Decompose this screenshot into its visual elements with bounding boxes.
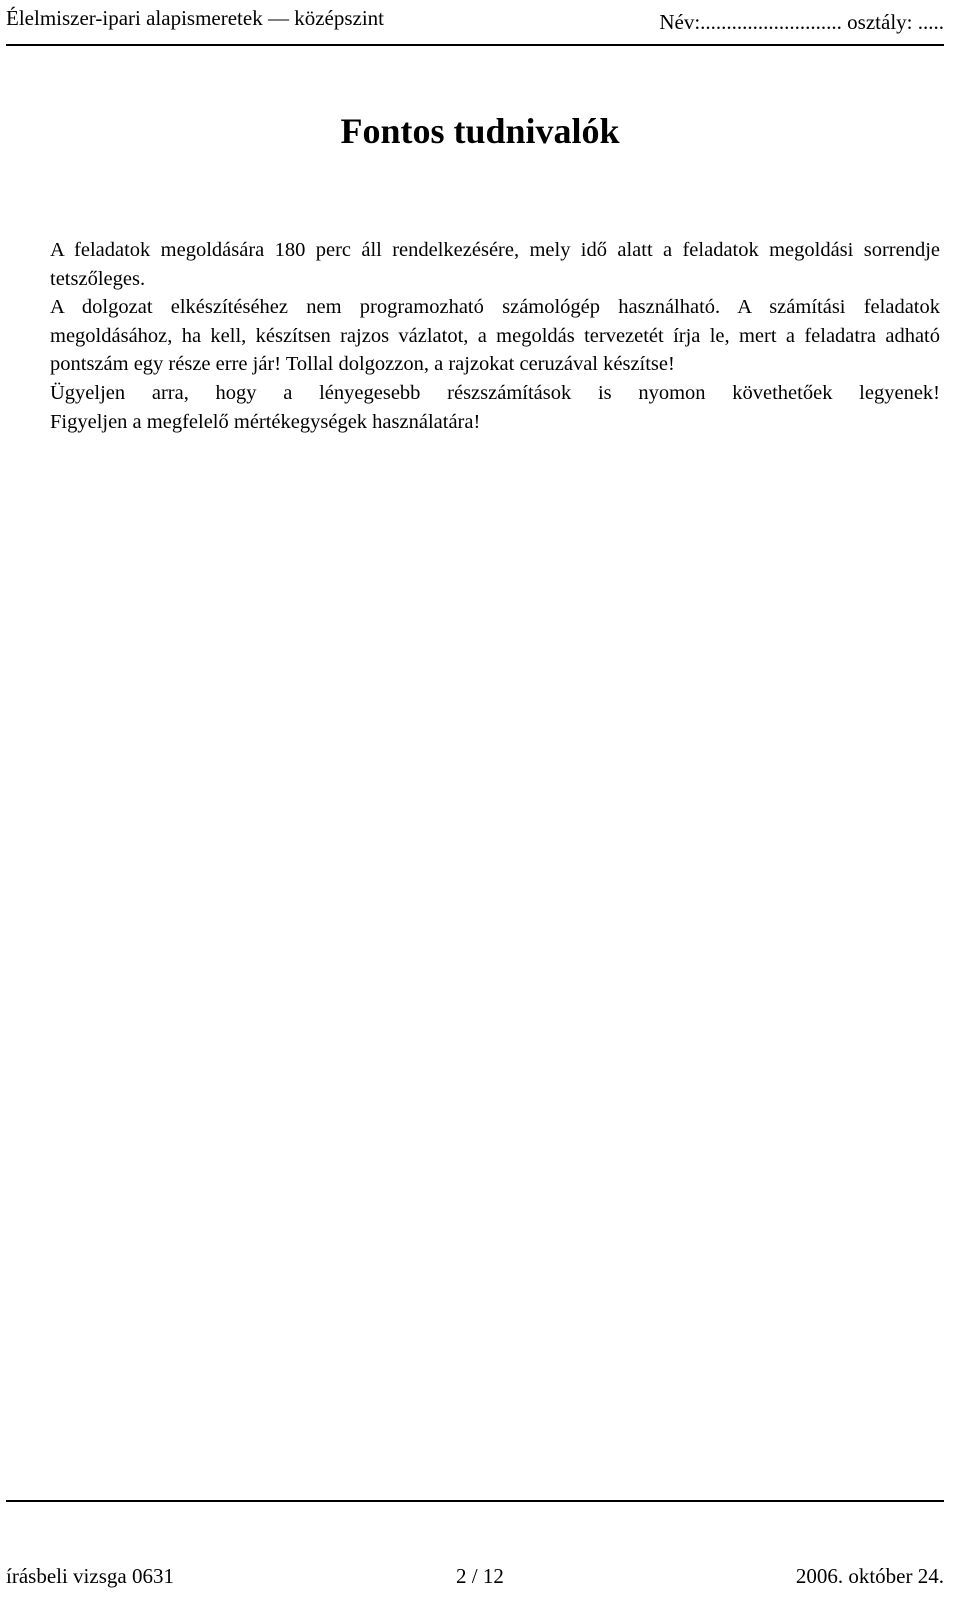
- paragraph-units: Figyeljen a megfelelő mértékegységek használatára!: [50, 410, 481, 433]
- page-title: Fontos tudnivalók: [340, 111, 620, 151]
- header-name-class-field: Név:........................... osztály: .....: [659, 10, 944, 34]
- paragraph-time-limit: A feladatok megoldására 180 perc áll rendelkezésére, mely idő alatt a feladatok megoldási sorrendje tetszőleges.: [50, 239, 940, 290]
- footer-date: 2006. október 24.: [795, 1564, 944, 1588]
- page-header: [6, 4, 944, 46]
- footer-exam-code: írásbeli vizsga 0631: [6, 1564, 174, 1588]
- footer-page-number: 2 / 12: [456, 1564, 504, 1588]
- instructions-body: [50, 236, 940, 436]
- paragraph-partial-calculations: Ügyeljen arra, hogy a lényegesebb részszámítások is nyomon követhetőek legyenek!: [50, 381, 940, 404]
- paragraph-calculator: A dolgozat elkészítéséhez nem programozható számológép használható. A számítási feladatok megoldásához, ha kell, készítsen rajzos vázlatot, a megoldás tervezetét írja le, mert a feladatra adható pontszám egy része erre jár! Tollal dolgozzon, a rajzokat ceruzával készítse!: [50, 296, 940, 376]
- header-subject: Élelmiszer-ipari alapismeretek — középszint: [6, 6, 385, 30]
- page-footer: [6, 1500, 944, 1598]
